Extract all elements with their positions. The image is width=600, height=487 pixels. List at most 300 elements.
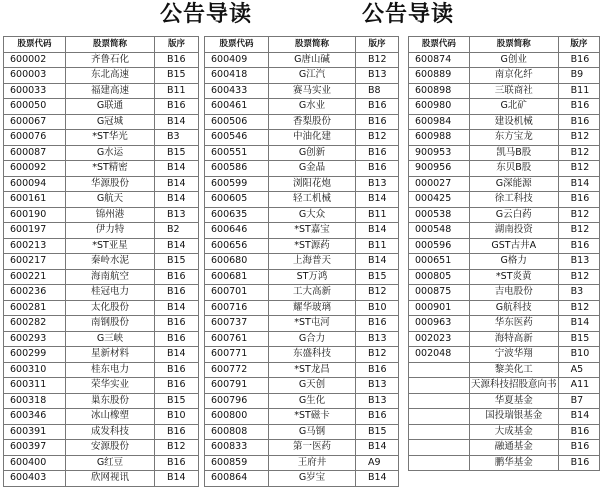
stock-name: G水运 <box>66 145 155 161</box>
announcement-header-right: 公告导读 <box>362 2 455 27</box>
stock-code: 600461 <box>205 99 269 115</box>
stock-code: 900956 <box>409 161 470 177</box>
page-number: B8 <box>356 83 399 99</box>
stock-code: 600311 <box>4 378 66 394</box>
stock-name: 天源科技招股意向书 <box>469 378 558 394</box>
table-row <box>205 285 399 301</box>
table-row <box>409 269 600 285</box>
table-row <box>4 378 199 394</box>
page-number: B14 <box>356 254 399 270</box>
stock-name: 融通基金 <box>469 440 558 456</box>
stock-code: 600605 <box>205 192 269 208</box>
stock-code: 600506 <box>205 114 269 130</box>
stock-name: 欣网视讯 <box>66 471 155 487</box>
stock-code: 000901 <box>409 300 470 316</box>
table-row <box>4 424 199 440</box>
page-number: B16 <box>558 424 599 440</box>
table-row <box>4 316 199 332</box>
page-number: B12 <box>356 130 399 146</box>
table-row <box>4 207 199 223</box>
stock-name: 海特高新 <box>469 331 558 347</box>
page-number: B3 <box>155 130 199 146</box>
page-number: B12 <box>558 145 599 161</box>
stock-name: 海南航空 <box>66 269 155 285</box>
page-number: B10 <box>356 300 399 316</box>
stock-code <box>409 440 470 456</box>
stock-code <box>409 455 470 471</box>
stock-code: 600197 <box>4 223 66 239</box>
stock-name: 东盛科技 <box>269 347 356 363</box>
table-row <box>205 424 399 440</box>
page-number: B10 <box>558 347 599 363</box>
stock-code: 600761 <box>205 331 269 347</box>
page-number: B16 <box>155 52 199 68</box>
stock-code: 600656 <box>205 238 269 254</box>
page-number: B14 <box>558 176 599 192</box>
table-row <box>409 83 600 99</box>
stock-name: *ST亚星 <box>66 238 155 254</box>
stock-code: 600551 <box>205 145 269 161</box>
stock-name: 华东医药 <box>469 316 558 332</box>
page-number: B13 <box>356 393 399 409</box>
stock-table-1 <box>3 36 199 487</box>
table-row <box>205 331 399 347</box>
stock-code: 600400 <box>4 455 66 471</box>
table-row <box>4 130 199 146</box>
table-row <box>4 471 199 487</box>
table-row <box>4 161 199 177</box>
stock-code: 000805 <box>409 269 470 285</box>
page-number: B15 <box>155 393 199 409</box>
stock-name: 香梨股份 <box>269 114 356 130</box>
stock-name: 中油化建 <box>269 130 356 146</box>
stock-code: 600701 <box>205 285 269 301</box>
page-number: B12 <box>356 347 399 363</box>
table-row <box>205 83 399 99</box>
stock-code: 600646 <box>205 223 269 239</box>
page-number: B13 <box>356 378 399 394</box>
column-header-name: 股票简称 <box>469 37 558 53</box>
page-number: B14 <box>155 300 199 316</box>
page-number: B15 <box>356 424 399 440</box>
table-row <box>409 455 600 471</box>
stock-name: *ST屯河 <box>269 316 356 332</box>
page-number: B15 <box>155 254 199 270</box>
stock-code: 600076 <box>4 130 66 146</box>
stock-code: 600213 <box>4 238 66 254</box>
page-number: B14 <box>356 471 399 487</box>
page-number: B14 <box>155 471 199 487</box>
page-number: B14 <box>356 223 399 239</box>
stock-code: 600346 <box>4 409 66 425</box>
table-row <box>4 409 199 425</box>
table-row <box>4 254 199 270</box>
page-number: B14 <box>155 238 199 254</box>
table-row <box>205 254 399 270</box>
stock-name: 湖南投资 <box>469 223 558 239</box>
stock-name: 上海普天 <box>269 254 356 270</box>
table-row <box>205 347 399 363</box>
stock-code <box>409 378 470 394</box>
stock-code: 600293 <box>4 331 66 347</box>
table-row <box>4 114 199 130</box>
stock-name: 太化股份 <box>66 300 155 316</box>
stock-name: 凯马B股 <box>469 145 558 161</box>
table-row <box>205 409 399 425</box>
page-number: B12 <box>558 207 599 223</box>
stock-name: G水业 <box>269 99 356 115</box>
stock-name: 桂东电力 <box>66 362 155 378</box>
stock-name: G深能源 <box>469 176 558 192</box>
page-number: B13 <box>356 176 399 192</box>
table-row <box>409 52 600 68</box>
table-row <box>409 99 600 115</box>
page-number: B12 <box>558 161 599 177</box>
table-row <box>409 192 600 208</box>
stock-code: 600397 <box>4 440 66 456</box>
table-row <box>4 238 199 254</box>
table-row <box>409 362 600 378</box>
stock-name: 华源股份 <box>66 176 155 192</box>
page-number: B13 <box>558 254 599 270</box>
stock-code: 600599 <box>205 176 269 192</box>
table-row <box>4 440 199 456</box>
page-number: B16 <box>155 316 199 332</box>
stock-name: 徐工科技 <box>469 192 558 208</box>
stock-code: 600808 <box>205 424 269 440</box>
page-number: B16 <box>155 424 199 440</box>
stock-name: 锦州港 <box>66 207 155 223</box>
stock-name: G合力 <box>269 331 356 347</box>
table-row <box>4 285 199 301</box>
stock-name: 浏阳花炮 <box>269 176 356 192</box>
stock-code: 600796 <box>205 393 269 409</box>
stock-name: G北矿 <box>469 99 558 115</box>
stock-name: G江汽 <box>269 68 356 84</box>
announcement-header-left: 公告导读 <box>160 2 253 27</box>
page-number: B15 <box>356 269 399 285</box>
column-header-page: 版序 <box>155 37 199 53</box>
table-row <box>205 192 399 208</box>
stock-name: 安源股份 <box>66 440 155 456</box>
page-number: B16 <box>155 378 199 394</box>
page-number: B16 <box>155 269 199 285</box>
stock-code: 600409 <box>205 52 269 68</box>
stock-name: 华夏基金 <box>469 393 558 409</box>
table-row <box>205 145 399 161</box>
page-number: B14 <box>155 161 199 177</box>
stock-name: 鹏华基金 <box>469 455 558 471</box>
stock-code: 600092 <box>4 161 66 177</box>
stock-code: 600221 <box>4 269 66 285</box>
column-header-code: 股票代码 <box>409 37 470 53</box>
page-number: B14 <box>155 347 199 363</box>
stock-name: ST万鸿 <box>269 269 356 285</box>
stock-code: 600403 <box>4 471 66 487</box>
stock-code: 600833 <box>205 440 269 456</box>
page-number: B7 <box>558 393 599 409</box>
stock-code: 600635 <box>205 207 269 223</box>
table-row <box>205 300 399 316</box>
stock-code: 600980 <box>409 99 470 115</box>
stock-code: 600800 <box>205 409 269 425</box>
table-row <box>205 68 399 84</box>
page-number: B16 <box>558 114 599 130</box>
table-row <box>409 440 600 456</box>
page-number: B11 <box>558 83 599 99</box>
table-row <box>205 269 399 285</box>
stock-code: 000538 <box>409 207 470 223</box>
stock-name: 巢东股份 <box>66 393 155 409</box>
stock-code: 600236 <box>4 285 66 301</box>
stock-name: 黎美化工 <box>469 362 558 378</box>
stock-code: 600984 <box>409 114 470 130</box>
stock-name: 齐鲁石化 <box>66 52 155 68</box>
stock-code: 600864 <box>205 471 269 487</box>
page-number: B16 <box>356 409 399 425</box>
table-row <box>205 176 399 192</box>
stock-name: 赛马实业 <box>269 83 356 99</box>
stock-code: 600299 <box>4 347 66 363</box>
page-number: B14 <box>155 114 199 130</box>
stock-code: 900953 <box>409 145 470 161</box>
stock-name: 荣华实业 <box>66 378 155 394</box>
page-number: B13 <box>155 207 199 223</box>
page-number: B14 <box>155 192 199 208</box>
table-row <box>205 393 399 409</box>
stock-name: 东北高速 <box>66 68 155 84</box>
stock-name: 福建高速 <box>66 83 155 99</box>
stock-name: G大众 <box>269 207 356 223</box>
stock-code: 600771 <box>205 347 269 363</box>
stock-name: 吉电股份 <box>469 285 558 301</box>
page-number: A9 <box>356 455 399 471</box>
page-number: B13 <box>356 68 399 84</box>
page-number: B14 <box>356 192 399 208</box>
stock-code: 600433 <box>205 83 269 99</box>
column-header-code: 股票代码 <box>205 37 269 53</box>
table-row <box>205 440 399 456</box>
page-number: B14 <box>558 409 599 425</box>
table-row <box>409 316 600 332</box>
page-number: B15 <box>155 145 199 161</box>
page-number: B11 <box>356 238 399 254</box>
page-number: B16 <box>356 99 399 115</box>
table-row <box>4 68 199 84</box>
table-row <box>4 99 199 115</box>
page-number: B12 <box>356 285 399 301</box>
table-row <box>409 68 600 84</box>
column-header-page: 版序 <box>558 37 599 53</box>
table-row <box>205 52 399 68</box>
table-row <box>409 207 600 223</box>
table-row <box>4 347 199 363</box>
table-row <box>409 161 600 177</box>
stock-name: 轻工机械 <box>269 192 356 208</box>
stock-code: 000548 <box>409 223 470 239</box>
stock-name: 三联商社 <box>469 83 558 99</box>
stock-code: 600282 <box>4 316 66 332</box>
page-number: A5 <box>558 362 599 378</box>
stock-name: 国投瑞银基金 <box>469 409 558 425</box>
stock-name: G格力 <box>469 254 558 270</box>
page-number: B16 <box>558 52 599 68</box>
page-number: B14 <box>558 316 599 332</box>
table-header-row <box>4 37 199 53</box>
table-row <box>409 347 600 363</box>
page-number: B12 <box>356 52 399 68</box>
table-row <box>409 223 600 239</box>
table-row <box>205 114 399 130</box>
page-number: B16 <box>558 99 599 115</box>
stock-code: 600586 <box>205 161 269 177</box>
stock-code: 600087 <box>4 145 66 161</box>
stock-code: 000425 <box>409 192 470 208</box>
stock-name: 南钢股份 <box>66 316 155 332</box>
page-number: B16 <box>558 440 599 456</box>
page-number: B16 <box>356 145 399 161</box>
stock-name: G云白药 <box>469 207 558 223</box>
stock-name: 成发科技 <box>66 424 155 440</box>
stock-name: G金晶 <box>269 161 356 177</box>
table-row <box>4 300 199 316</box>
table-row <box>205 316 399 332</box>
table-row <box>4 52 199 68</box>
page-number: B16 <box>558 455 599 471</box>
stock-name: *ST磁卡 <box>269 409 356 425</box>
table-row <box>409 393 600 409</box>
table-row <box>409 331 600 347</box>
stock-name: *ST精密 <box>66 161 155 177</box>
column-header-code: 股票代码 <box>4 37 66 53</box>
table-row <box>409 176 600 192</box>
stock-code <box>409 362 470 378</box>
table-row <box>4 83 199 99</box>
page-number: B15 <box>155 68 199 84</box>
table-row <box>4 192 199 208</box>
column-header-page: 版序 <box>356 37 399 53</box>
stock-name: *ST嘉宝 <box>269 223 356 239</box>
table-row <box>205 471 399 487</box>
column-header-name: 股票简称 <box>269 37 356 53</box>
page-number: B11 <box>155 83 199 99</box>
stock-name: 伊力特 <box>66 223 155 239</box>
table-row <box>409 130 600 146</box>
stock-name: G创新 <box>269 145 356 161</box>
table-row <box>205 238 399 254</box>
page-number: B15 <box>558 331 599 347</box>
stock-name: G唐山碱 <box>269 52 356 68</box>
page-number: B9 <box>558 68 599 84</box>
stock-name: 第一医药 <box>269 440 356 456</box>
stock-name: 大成基金 <box>469 424 558 440</box>
page-number: B12 <box>558 130 599 146</box>
page-number: B16 <box>155 285 199 301</box>
stock-name: *ST源药 <box>269 238 356 254</box>
stock-code <box>409 393 470 409</box>
stock-code: 600190 <box>4 207 66 223</box>
page-number: B13 <box>356 331 399 347</box>
stock-name: 王府井 <box>269 455 356 471</box>
stock-name: 建设机械 <box>469 114 558 130</box>
stock-code: 000651 <box>409 254 470 270</box>
stock-code: 600859 <box>205 455 269 471</box>
stock-code: 600391 <box>4 424 66 440</box>
table-row <box>409 145 600 161</box>
stock-code: 000875 <box>409 285 470 301</box>
stock-name: 桂冠电力 <box>66 285 155 301</box>
stock-code: 600737 <box>205 316 269 332</box>
stock-code <box>409 424 470 440</box>
stock-name: 耀华玻璃 <box>269 300 356 316</box>
stock-code: 002048 <box>409 347 470 363</box>
table-row <box>4 331 199 347</box>
stock-name: 东贝B股 <box>469 161 558 177</box>
table-row <box>409 238 600 254</box>
stock-code: 002023 <box>409 331 470 347</box>
stock-name: G岁宝 <box>269 471 356 487</box>
table-row <box>205 223 399 239</box>
page-number: B2 <box>155 223 199 239</box>
column-header-name: 股票简称 <box>66 37 155 53</box>
stock-name: 南京化纤 <box>469 68 558 84</box>
stock-name: *ST炎黄 <box>469 269 558 285</box>
stock-code: 600002 <box>4 52 66 68</box>
page-number: B16 <box>558 238 599 254</box>
stock-code <box>409 409 470 425</box>
page-number: B16 <box>155 99 199 115</box>
page-number: B3 <box>558 285 599 301</box>
stock-code: 000027 <box>409 176 470 192</box>
table-row <box>4 223 199 239</box>
stock-table-2 <box>204 36 399 487</box>
stock-code: 600033 <box>4 83 66 99</box>
stock-name: G航天 <box>66 192 155 208</box>
stock-code: 600003 <box>4 68 66 84</box>
table-row <box>4 362 199 378</box>
page-number: B12 <box>558 223 599 239</box>
table-row <box>4 145 199 161</box>
table-row <box>205 362 399 378</box>
stock-name: G联通 <box>66 99 155 115</box>
stock-name: G三峡 <box>66 331 155 347</box>
stock-name: 宁波华翔 <box>469 347 558 363</box>
table-header-row <box>409 37 600 53</box>
page-number: B16 <box>356 316 399 332</box>
table-row <box>4 393 199 409</box>
page-number: B12 <box>155 440 199 456</box>
stock-code: 600716 <box>205 300 269 316</box>
stock-code: 000596 <box>409 238 470 254</box>
stock-name: G红豆 <box>66 455 155 471</box>
table-row <box>205 130 399 146</box>
stock-name: G创业 <box>469 52 558 68</box>
table-header-row <box>205 37 399 53</box>
stock-name: *ST华光 <box>66 130 155 146</box>
page-number: B16 <box>155 362 199 378</box>
stock-code: 600898 <box>409 83 470 99</box>
page-number: B16 <box>155 455 199 471</box>
stock-code: 600681 <box>205 269 269 285</box>
stock-name: 星新材料 <box>66 347 155 363</box>
stock-code: 600874 <box>409 52 470 68</box>
stock-code: 600094 <box>4 176 66 192</box>
stock-code: 600988 <box>409 130 470 146</box>
page-number: B16 <box>356 114 399 130</box>
stock-code: 000963 <box>409 316 470 332</box>
stock-name: 东方宝龙 <box>469 130 558 146</box>
stock-table-3 <box>408 36 600 471</box>
